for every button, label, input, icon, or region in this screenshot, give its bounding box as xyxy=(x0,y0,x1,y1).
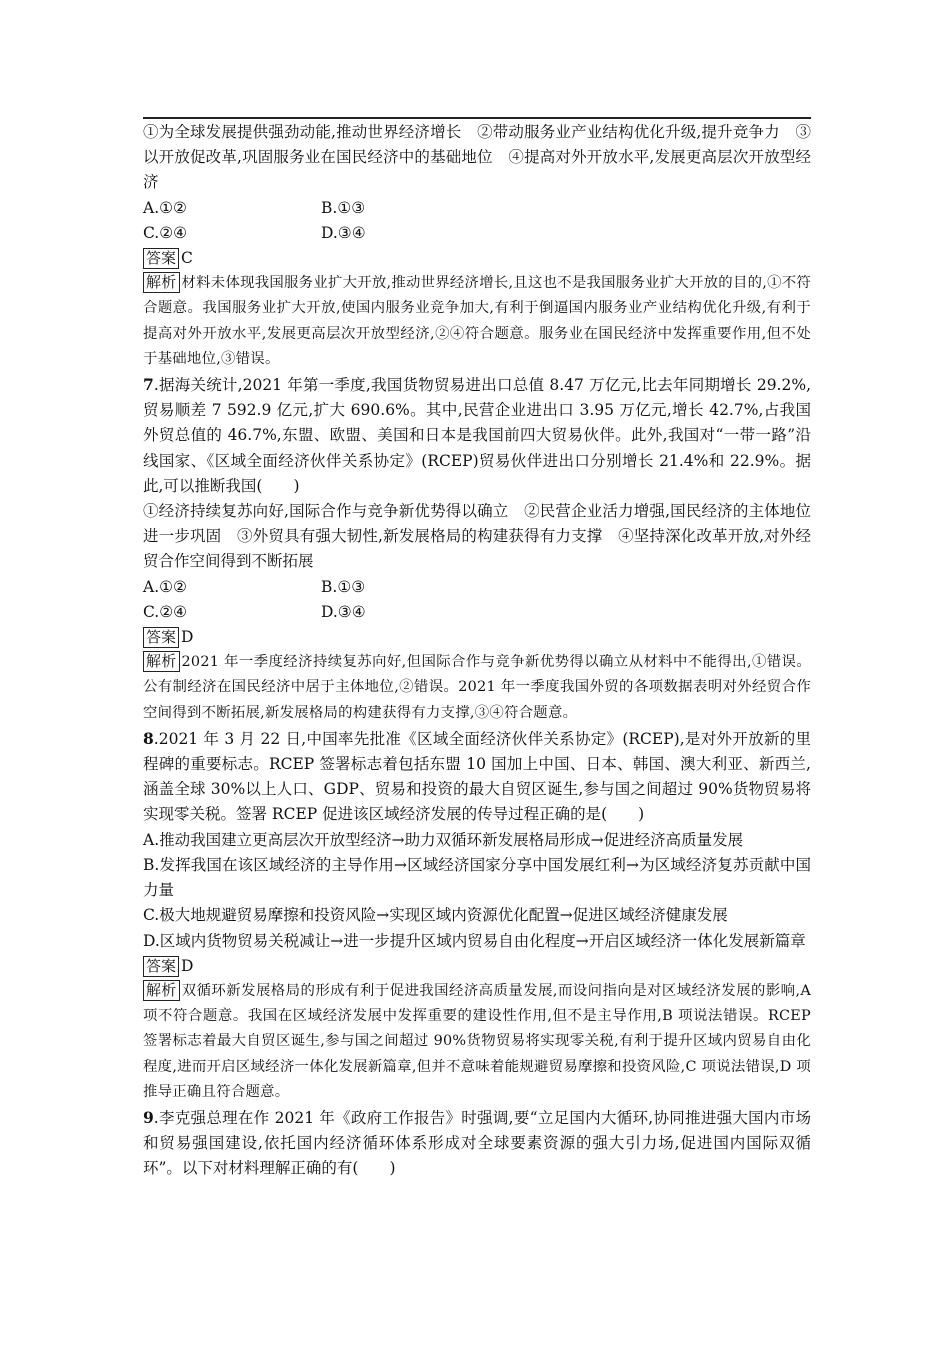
q8-analysis xyxy=(143,979,811,1105)
q8-stem-text: .2021 年 3 月 22 日,中国率先批准《区域全面经济伙伴关系协定》(RCEP),是对外开放新的里程碑的重要标志。RCEP 签署标志着包括东盟 10 国加上中国、日本、韩国、澳大利亚、新西兰,涵盖全球 30%以上人口、GDP、贸易和投资的最大自贸区诞生,参与国之间超过 90%货物贸易将实现零关税。签署 RCEP 促进该区域经济发展的传导过程正确的是( ) xyxy=(143,729,811,824)
q7-answer xyxy=(143,625,811,650)
q6-option-c: C.②④ xyxy=(143,223,188,242)
page-content xyxy=(143,120,811,1182)
q7-answer-value: D xyxy=(181,628,194,647)
q7-options-row-2 xyxy=(143,600,811,625)
q6-option-a: A.①② xyxy=(143,198,187,217)
q8-answer-value: D xyxy=(181,956,194,975)
answer-tag: 答案 xyxy=(143,627,179,648)
answer-tag: 答案 xyxy=(143,248,179,269)
q7-stem-text: .据海关统计,2021 年第一季度,我国货物贸易进出口总值 8.47 万亿元,比去年同期增长 29.2%,贸易顺差 7 592.9 亿元,扩大 690.6%。其中,民营企业进出口 3.95 万亿元,增长 42.7%,占我国外贸总值的 46.7%,东盟、欧盟、美国和日本是我国前四大贸易伙伴。此外,我国对“一带一路”沿线国家、《区域全面经济伙伴关系协定》(RCEP)贸易伙伴进出口分别增长 21.4%和 22.9%。据此,可以推断我国( ) xyxy=(143,376,811,495)
q7-option-a: A.①② xyxy=(143,577,187,596)
q6-options-row-1 xyxy=(143,196,811,221)
q9-stem-text: .李克强总理在作 2021 年《政府工作报告》时强调,要“立足国内大循环,协同推进强大国内市场和贸易强国建设,依托国内经济循环体系形成对全球要素资源的强大引力场,促进国内国际双循环”。以下对材料理解正确的有( ) xyxy=(143,1108,811,1178)
q7-number: 7 xyxy=(143,375,154,395)
q7-option-b: B.①③ xyxy=(321,577,366,596)
q9-stem xyxy=(143,1105,811,1182)
q7-options-row-1 xyxy=(143,575,811,600)
q9-number: 9 xyxy=(143,1107,154,1127)
q8-stem xyxy=(143,726,811,828)
q6-answer-value: C xyxy=(181,249,193,268)
q7-option-c: C.②④ xyxy=(143,602,188,621)
q7-items: ①经济持续复苏向好,国际合作与竞争新优势得以确立 ②民营企业活力增强,国民经济的主体地位进一步巩固 ③外贸具有强大韧性,新发展格局的构建获得有力支撑 ④坚持深化改革开放,对外经贸合作空间得到不断拓展 xyxy=(143,502,811,571)
q8-option-a: A.推动我国建立更高层次开放型经济→助力双循环新发展格局形成→促进经济高质量发展 xyxy=(143,830,744,849)
q6-answer xyxy=(143,246,811,271)
q7-option-d: D.③④ xyxy=(321,602,366,621)
analysis-tag: 解析 xyxy=(143,272,180,293)
q6-option-b: B.①③ xyxy=(321,198,366,217)
q7-analysis xyxy=(143,650,811,726)
q8-answer xyxy=(143,954,811,979)
q8-option-b: B.发挥我国在该区域经济的主导作用→区域经济国家分享中国发展红利→为区域经济复苏贡献中国力量 xyxy=(143,855,811,900)
q8-analysis-text: 双循环新发展格局的形成有利于促进我国经济高质量发展,而设问指向是对区域经济发展的影响,A 项不符合题意。我国在区域经济发展中发挥重要的建设性作用,但不是主导作用,B 项说法错误。RCEP 签署标志着最大自贸区诞生,参与国之间超过 90%货物贸易将实现零关税,有利于提升区域内贸易自由化程度,进而开启区域经济一体化发展新篇章,但并不意味着能规避贸易摩擦和投资风险,C 项说法错误,D 项推导正确且符合题意。 xyxy=(143,982,811,1100)
q6-option-d: D.③④ xyxy=(321,223,366,242)
q8-number: 8 xyxy=(143,728,154,748)
header-rule xyxy=(143,117,811,119)
analysis-tag: 解析 xyxy=(143,980,180,1001)
q6-options-row-2 xyxy=(143,221,811,246)
answer-tag: 答案 xyxy=(143,956,179,977)
q7-analysis-text: 2021 年一季度经济持续复苏向好,但国际合作与竞争新优势得以确立从材料中不能得出,①错误。公有制经济在国民经济中居于主体地位,②错误。2021 年一季度我国外贸的各项数据表明对外经贸合作空间得到不断拓展,新发展格局的构建获得有力支撑,③④符合题意。 xyxy=(143,654,811,721)
q8-option-d: D.区域内货物贸易关税减让→进一步提升区域内贸易自由化程度→开启区域经济一体化发展新篇章 xyxy=(143,931,806,950)
q6-analysis xyxy=(143,271,811,372)
q6-analysis-text: 材料未体现我国服务业扩大开放,推动世界经济增长,且这也不是我国服务业扩大开放的目的,①不符合题意。我国服务业扩大开放,使国内服务业竞争加大,有利于倒逼国内服务业产业结构优化升级,有利于提高对外开放水平,发展更高层次开放型经济,②④符合题意。服务业在国民经济中发挥重要作用,但不处于基础地位,③错误。 xyxy=(143,275,811,367)
q6-items: ①为全球发展提供强劲动能,推动世界经济增长 ②带动服务业产业结构优化升级,提升竞争力 ③以开放促改革,巩固服务业在国民经济中的基础地位 ④提高对外开放水平,发展更高层次开放型经济 xyxy=(143,123,811,192)
analysis-tag: 解析 xyxy=(143,651,180,672)
q7-stem xyxy=(143,372,811,499)
q8-option-c: C.极大地规避贸易摩擦和投资风险→实现区域内资源优化配置→促进区域经济健康发展 xyxy=(143,906,728,925)
